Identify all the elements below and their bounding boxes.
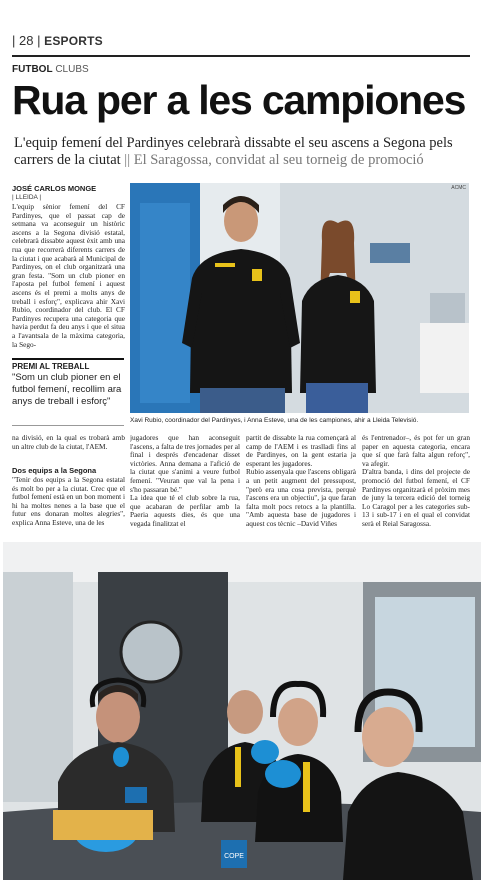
headline: Rua per a les campiones: [12, 77, 466, 123]
photo-radio-studio: [3, 542, 481, 880]
page-header: [12, 33, 103, 48]
pullquote-rule: [12, 425, 124, 426]
section-tag-sub: CLUBS: [55, 64, 89, 75]
subtitle-separator: ||: [120, 152, 134, 168]
article-column-1-sub: "Tenir dos equips a la Segona estatal és molt bo per a la ciutat. Crec que el futbol femení està en un bon moment i hi ha moltes nenes a la base que el futur ens donaran moltes alegries", explica Anna Esteve, una de les: [12, 476, 125, 527]
section-tag-main: FUTBOL: [12, 64, 53, 75]
article-column-4: és l'entrenador–, és pot fer un gran paper en aquesta categoria, encara que sí que farà falta algun reforç", va afegir. D'altra banda, i dins del projecte de promoció del futbol femení, el CF Pardinyes organitzarà el pròxim mes de juny la tercera edició del torneig Lo Caragol per a les categories sub-13 i sub-17 i en el qual el convidat serà el Reial Saragossa.: [362, 434, 470, 528]
section-name: ESPORTS: [44, 34, 103, 48]
pullquote: "Som un club pioner en el futbol femení, recollim ara anys de treball i esforç": [12, 372, 122, 407]
subtitle: [14, 135, 474, 169]
header-rule: [12, 55, 470, 57]
pullquote-heading: PREMI AL TREBALL: [12, 358, 124, 371]
page-number: 28: [19, 33, 34, 48]
subheading: Dos equips a la Segona: [12, 466, 97, 475]
photo-credit: ACMC: [451, 185, 466, 191]
dateline: | LLEIDA |: [12, 194, 42, 201]
article-column-1: L'equip sènior femení del CF Pardinyes, que el passat cap de setmana va aconseguir un històric ascens a la Segona divisió estatal, celebrarà dissabte aquest èxit amb una rua que recorrerà diferents carrers de la ciutat i que acabarà al Municipal de Pardinyes, on el club organitzarà una gran festa. "Som un club pioner en l'aposta pel futbol femení i aquest ascens és el premi a molts anys de treball i esforç", explicava ahir Xavi Rubio, coordinador del club. El CF Pardinyes recupera una categoria que havia perdut fa deu anys i que el situa a l'avantsala de la màxima categoria, la Sego-: [12, 203, 125, 349]
photo-interview-studio: [130, 183, 469, 413]
photo-interview-studio-image: [130, 183, 469, 413]
section-tag: [12, 64, 89, 75]
photo-caption: Xavi Rubio, coordinador del Pardinyes, i Anna Esteve, una de les campiones, ahir a Lleida Televisió.: [130, 417, 419, 424]
photo-radio-studio-image: [3, 542, 481, 880]
article-column-1-continued: na divisió, en la qual es trobarà amb un altre club de la ciutat, l'AEM.: [12, 434, 125, 451]
byline: JOSÉ CARLOS MONGE: [12, 184, 97, 193]
article-column-2: jugadores que han aconseguit l'ascens, a falta de tres jornades per al final i després d'encadenar disset victòries. Anna demana a l'afició de la ciutat que s'animi a veure futbol femení. "Veuran que val la pena i s'ho passaran bé." La idea que té el club sobre la rua, que acabaran de perfilar amb la Paeria aquests dies, és que una vegada finalitzat el: [130, 434, 240, 528]
subtitle-secondary: El Saragossa, convidat al seu torneig de promoció: [133, 152, 424, 168]
subtitle-main: L'equip femení del Pardinyes celebrarà dissabte el seu ascens a Segona pels carrers de la ciutat: [14, 135, 453, 168]
header-separator-2: |: [37, 33, 41, 48]
article-column-3: partit de dissabte la rua començarà al camp de l'AEM i es traslladi fins al de Pardinyes, on la gent estaria ja esperant les jugadores. Rubio assenyala que l'ascens obligarà a un petit augment del pressupost, "però era una cosa prevista, perquè l'ascens era un objectiu", ja que faran falta molt pocs retocs a la plantilla. "Amb aquesta base de jugadores i aquest cos tècnic –David Viñes: [246, 434, 356, 528]
mic-brand-label: COPE: [224, 853, 244, 860]
header-separator: |: [12, 33, 16, 48]
